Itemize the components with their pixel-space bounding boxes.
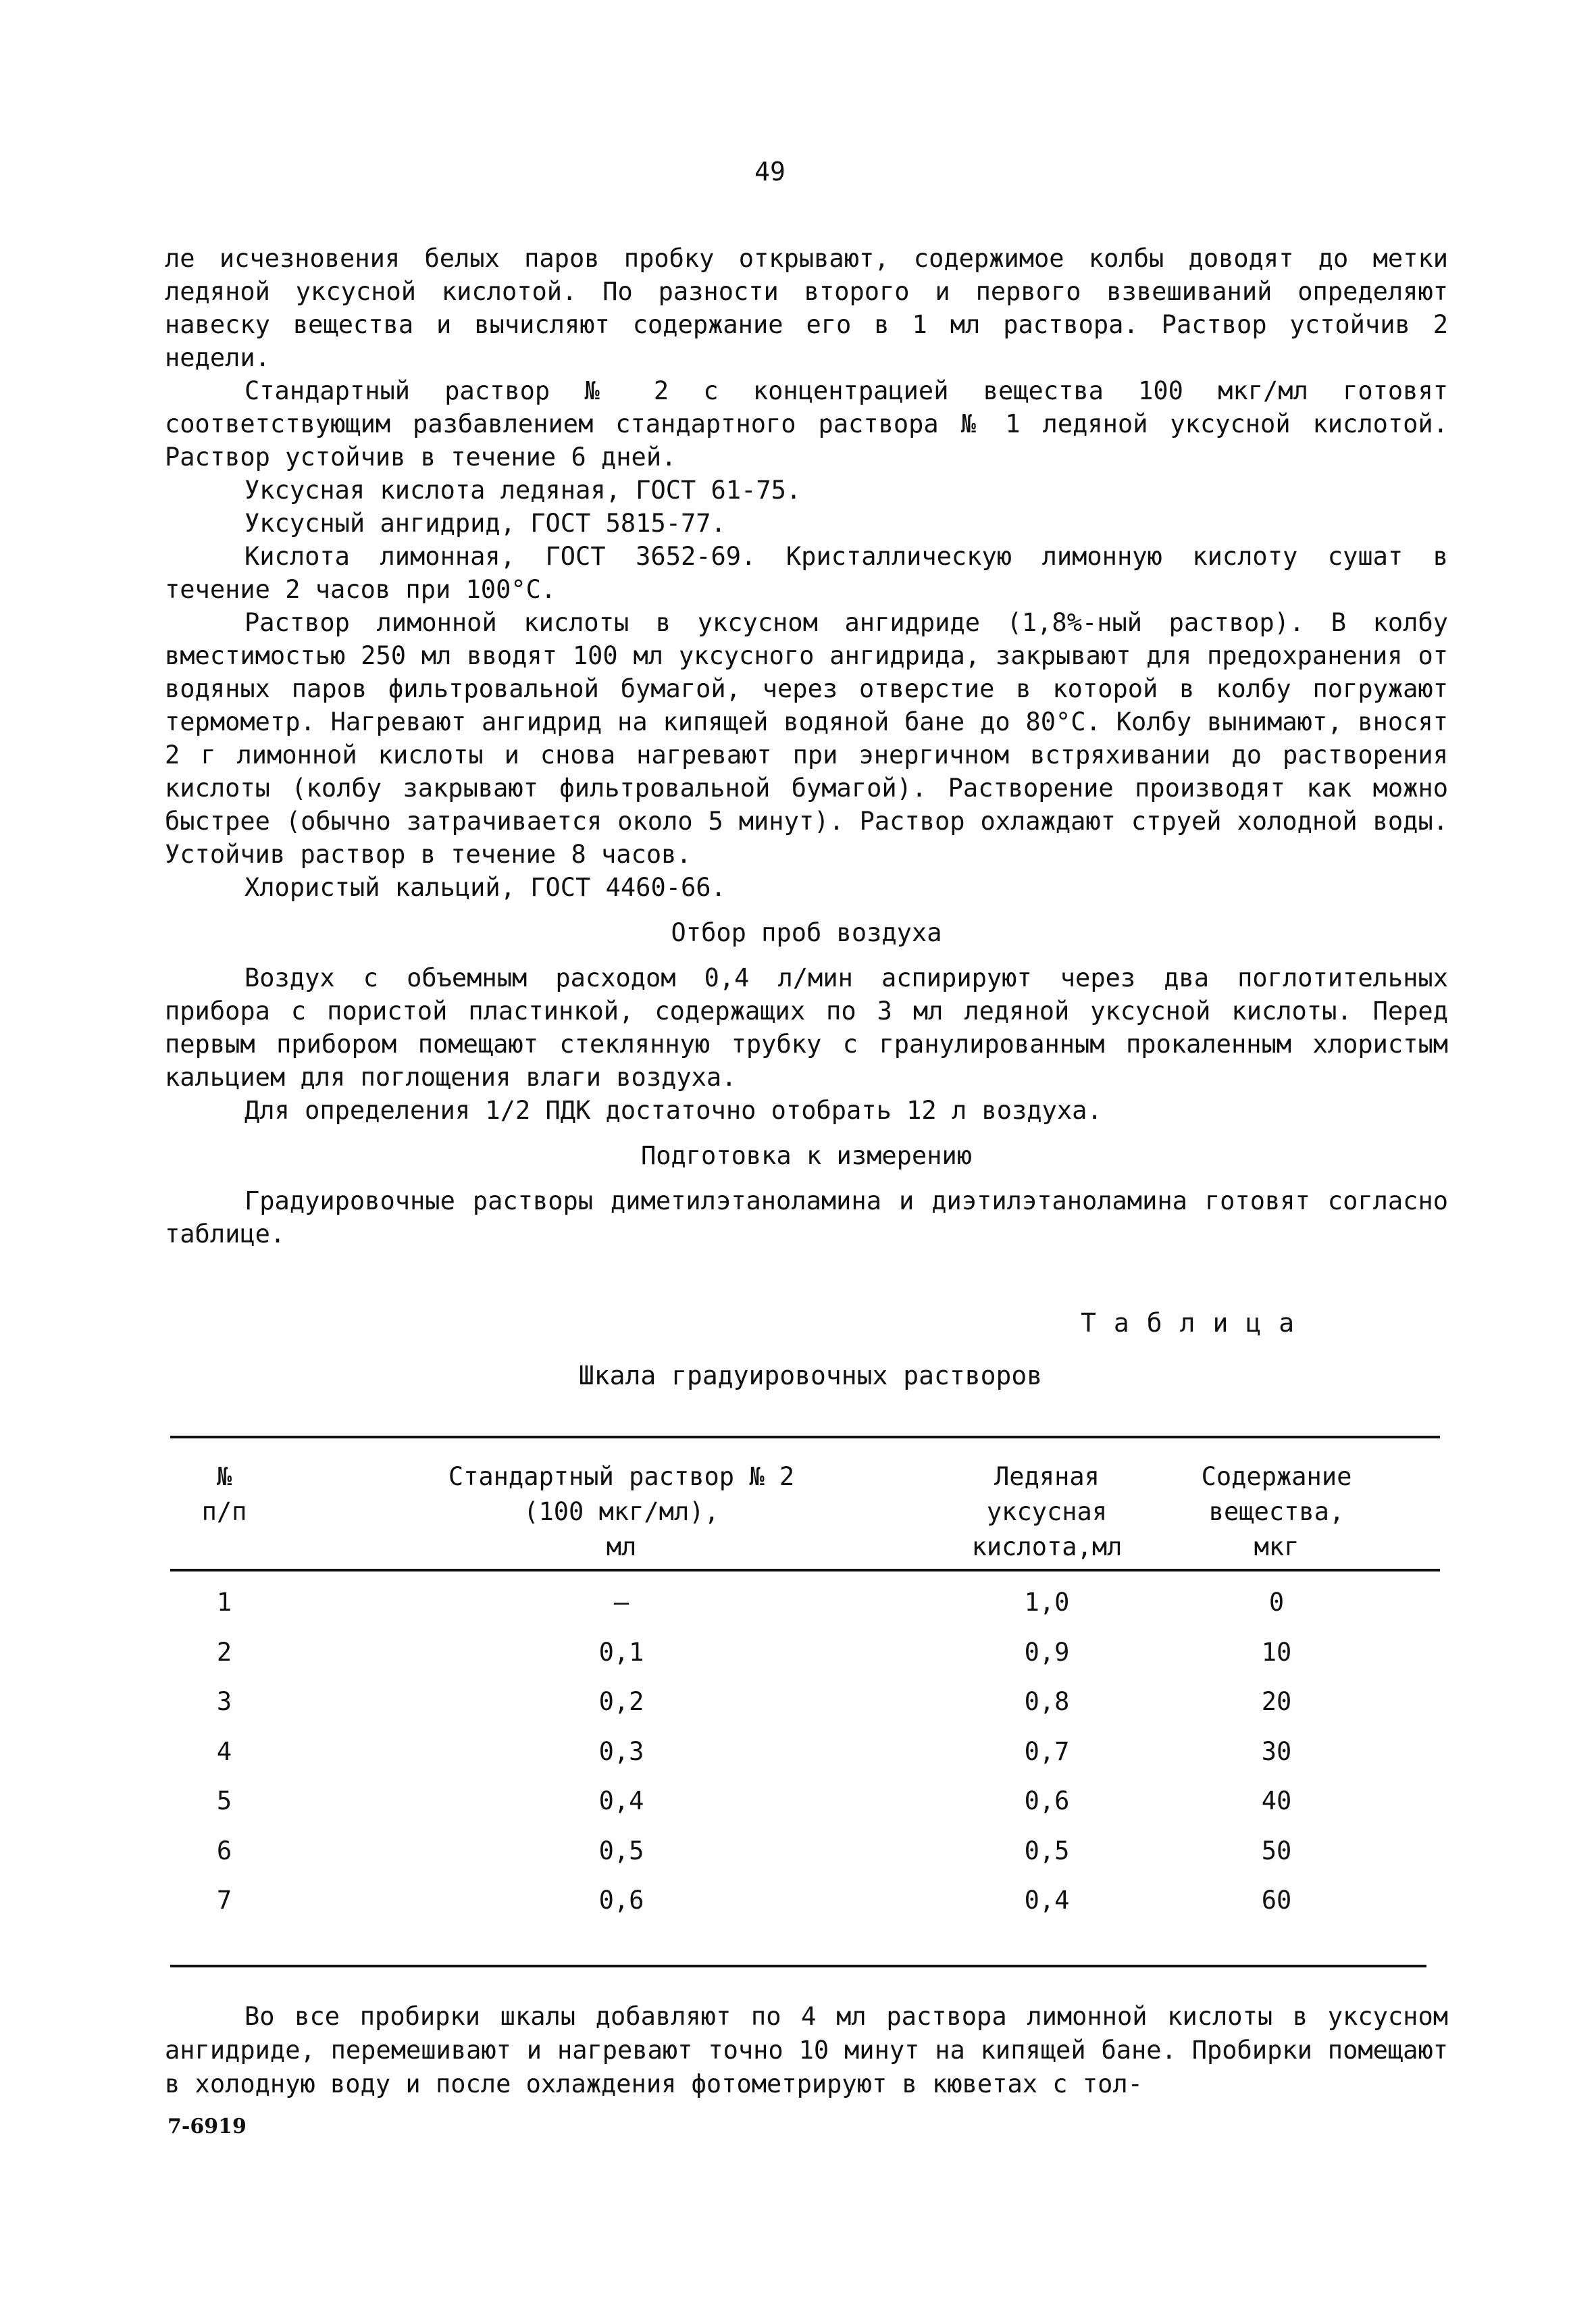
paragraph: Стандартный раствор № 2 с концентрацией вещества 100 мкг/мл готовят соответствующим разбавлением стандартного раствора № 1 ледяной уксусной кислотой. Раствор устойчив в течение 6 дней. bbox=[165, 376, 1448, 472]
table-cell: 0,2 bbox=[598, 1687, 644, 1716]
table-cell: 60 bbox=[1261, 1886, 1292, 1915]
table-cell: 0,6 bbox=[1024, 1786, 1070, 1815]
table-cell: 0,4 bbox=[598, 1786, 644, 1815]
table-cell: 7 bbox=[216, 1886, 232, 1915]
table-header-acetic-acid bbox=[939, 1459, 1155, 1565]
table-cell: 40 bbox=[1261, 1786, 1292, 1815]
table-cell: 5 bbox=[216, 1786, 232, 1815]
paragraph: ле исчезновения белых паров пробку открывают, содержимое колбы доводят до метки ледяной уксусной кислотой. По разности второго и первого взвешиваний определяют навеску вещества и вычисляют содержание его в 1 мл раствора. Раствор устойчив 2 недели. bbox=[165, 244, 1448, 372]
table-label: Таблица bbox=[1081, 1308, 1312, 1338]
paragraph: Для определения 1/2 ПДК достаточно отобрать 12 л воздуха. bbox=[244, 1096, 1102, 1125]
table-cell: 10 bbox=[1261, 1637, 1292, 1667]
table-cell: 4 bbox=[216, 1736, 232, 1766]
page-number: 49 bbox=[754, 157, 786, 186]
table-header-rule bbox=[170, 1569, 1440, 1571]
paragraph: Хлористый кальций, ГОСТ 4460-66. bbox=[244, 873, 726, 902]
header-line: п/п bbox=[201, 1497, 247, 1526]
header-line: уксусная bbox=[986, 1497, 1108, 1526]
paragraph: Кислота лимонная, ГОСТ 3652-69. Кристаллическую лимонную кислоту сушат в течение 2 часов при 100°С. bbox=[165, 542, 1448, 604]
table-cell: 1 bbox=[216, 1588, 232, 1617]
table-header-standard-solution bbox=[378, 1459, 865, 1565]
body-text bbox=[165, 242, 1448, 1251]
table-cell: 30 bbox=[1261, 1736, 1292, 1766]
table-cell: 20 bbox=[1261, 1687, 1292, 1716]
header-line: мл bbox=[606, 1532, 637, 1561]
header-line: кислота,мл bbox=[971, 1532, 1123, 1561]
header-line: № bbox=[216, 1462, 232, 1491]
section-heading-air-sampling: Отбор проб воздуха bbox=[671, 918, 942, 947]
header-line: Стандартный раствор № 2 bbox=[448, 1462, 795, 1491]
paragraph: Воздух с объемным расходом 0,4 л/мин аспирируют через два поглотительных прибора с пористой пластинкой, содержащих по 3 мл ледяной уксусной кислоты. Перед первым прибором помещают стеклянную трубку с гранулированным прокаленным хлористым кальцием для поглощения влаги воздуха. bbox=[165, 963, 1448, 1092]
table-cell: 50 bbox=[1261, 1836, 1292, 1865]
table-title: Шкала градуировочных растворов bbox=[578, 1361, 1043, 1390]
table-cell: 0,1 bbox=[598, 1637, 644, 1667]
paragraph: Во все пробирки шкалы добавляют по 4 мл раствора лимонной кислоты в уксусном ангидриде, перемешивают и нагревают точно 10 минут на кипящей бане. Пробирки помещают в холодную воду и после охлаждения фотометрируют в кюветах с тол- bbox=[165, 2002, 1448, 2098]
print-signature: 7-6919 bbox=[168, 2115, 247, 2138]
header-line: мкг bbox=[1254, 1532, 1299, 1561]
paragraph: Уксусный ангидрид, ГОСТ 5815-77. bbox=[244, 509, 726, 538]
table-header-content bbox=[1168, 1459, 1385, 1565]
table-cell: 1,0 bbox=[1024, 1588, 1070, 1617]
table-cell: 3 bbox=[216, 1687, 232, 1716]
table-cell: – bbox=[613, 1588, 629, 1617]
table-cell: 0,4 bbox=[1024, 1886, 1070, 1915]
header-line: Ледяная bbox=[994, 1462, 1100, 1491]
table-cell: 0,6 bbox=[598, 1886, 644, 1915]
table-cell: 0,8 bbox=[1024, 1687, 1070, 1716]
paragraph: Уксусная кислота ледяная, ГОСТ 61-75. bbox=[244, 476, 802, 505]
header-line: (100 мкг/мл), bbox=[523, 1497, 719, 1526]
closing-text bbox=[165, 2000, 1448, 2101]
table-cell: 0,7 bbox=[1024, 1736, 1070, 1766]
table-cell: 0,5 bbox=[1024, 1836, 1070, 1865]
header-line: вещества, bbox=[1208, 1497, 1345, 1526]
table-header-number bbox=[170, 1459, 278, 1530]
table-cell: 0 bbox=[1268, 1588, 1285, 1617]
header-line: Содержание bbox=[1201, 1462, 1352, 1491]
paragraph: Раствор лимонной кислоты в уксусном ангидриде (1,8%-ный раствор). В колбу вместимостью 250 мл вводят 100 мл уксусного ангидрида, закрывают для предохранения от водяных паров фильтровальной бумагой, через отверстие в которой в колбу погружают термометр. Нагревают ангидрид на кипящей водяной бане до 80°С. Колбу вынимают, вносят 2 г лимонной кислоты и снова нагревают при энергичном встряхивании до растворения кислоты (колбу закрывают фильтровальной бумагой). Растворение производят как можно быстрее (обычно затрачивается около 5 минут). Раствор охлаждают струей холодной воды. Устойчив раствор в течение 8 часов. bbox=[165, 608, 1448, 869]
table-cell: 2 bbox=[216, 1637, 232, 1667]
paragraph: Градуировочные растворы диметилэтаноламина и диэтилэтаноламина готовят согласно таблице. bbox=[165, 1186, 1448, 1249]
table-cell: 0,5 bbox=[598, 1836, 644, 1865]
table-cell: 0,9 bbox=[1024, 1637, 1070, 1667]
table-cell: 6 bbox=[216, 1836, 232, 1865]
section-heading-preparation: Подготовка к измерению bbox=[640, 1141, 973, 1170]
table-bottom-rule bbox=[170, 1965, 1426, 1967]
table-top-rule bbox=[170, 1436, 1440, 1438]
table-cell: 0,3 bbox=[598, 1736, 644, 1766]
